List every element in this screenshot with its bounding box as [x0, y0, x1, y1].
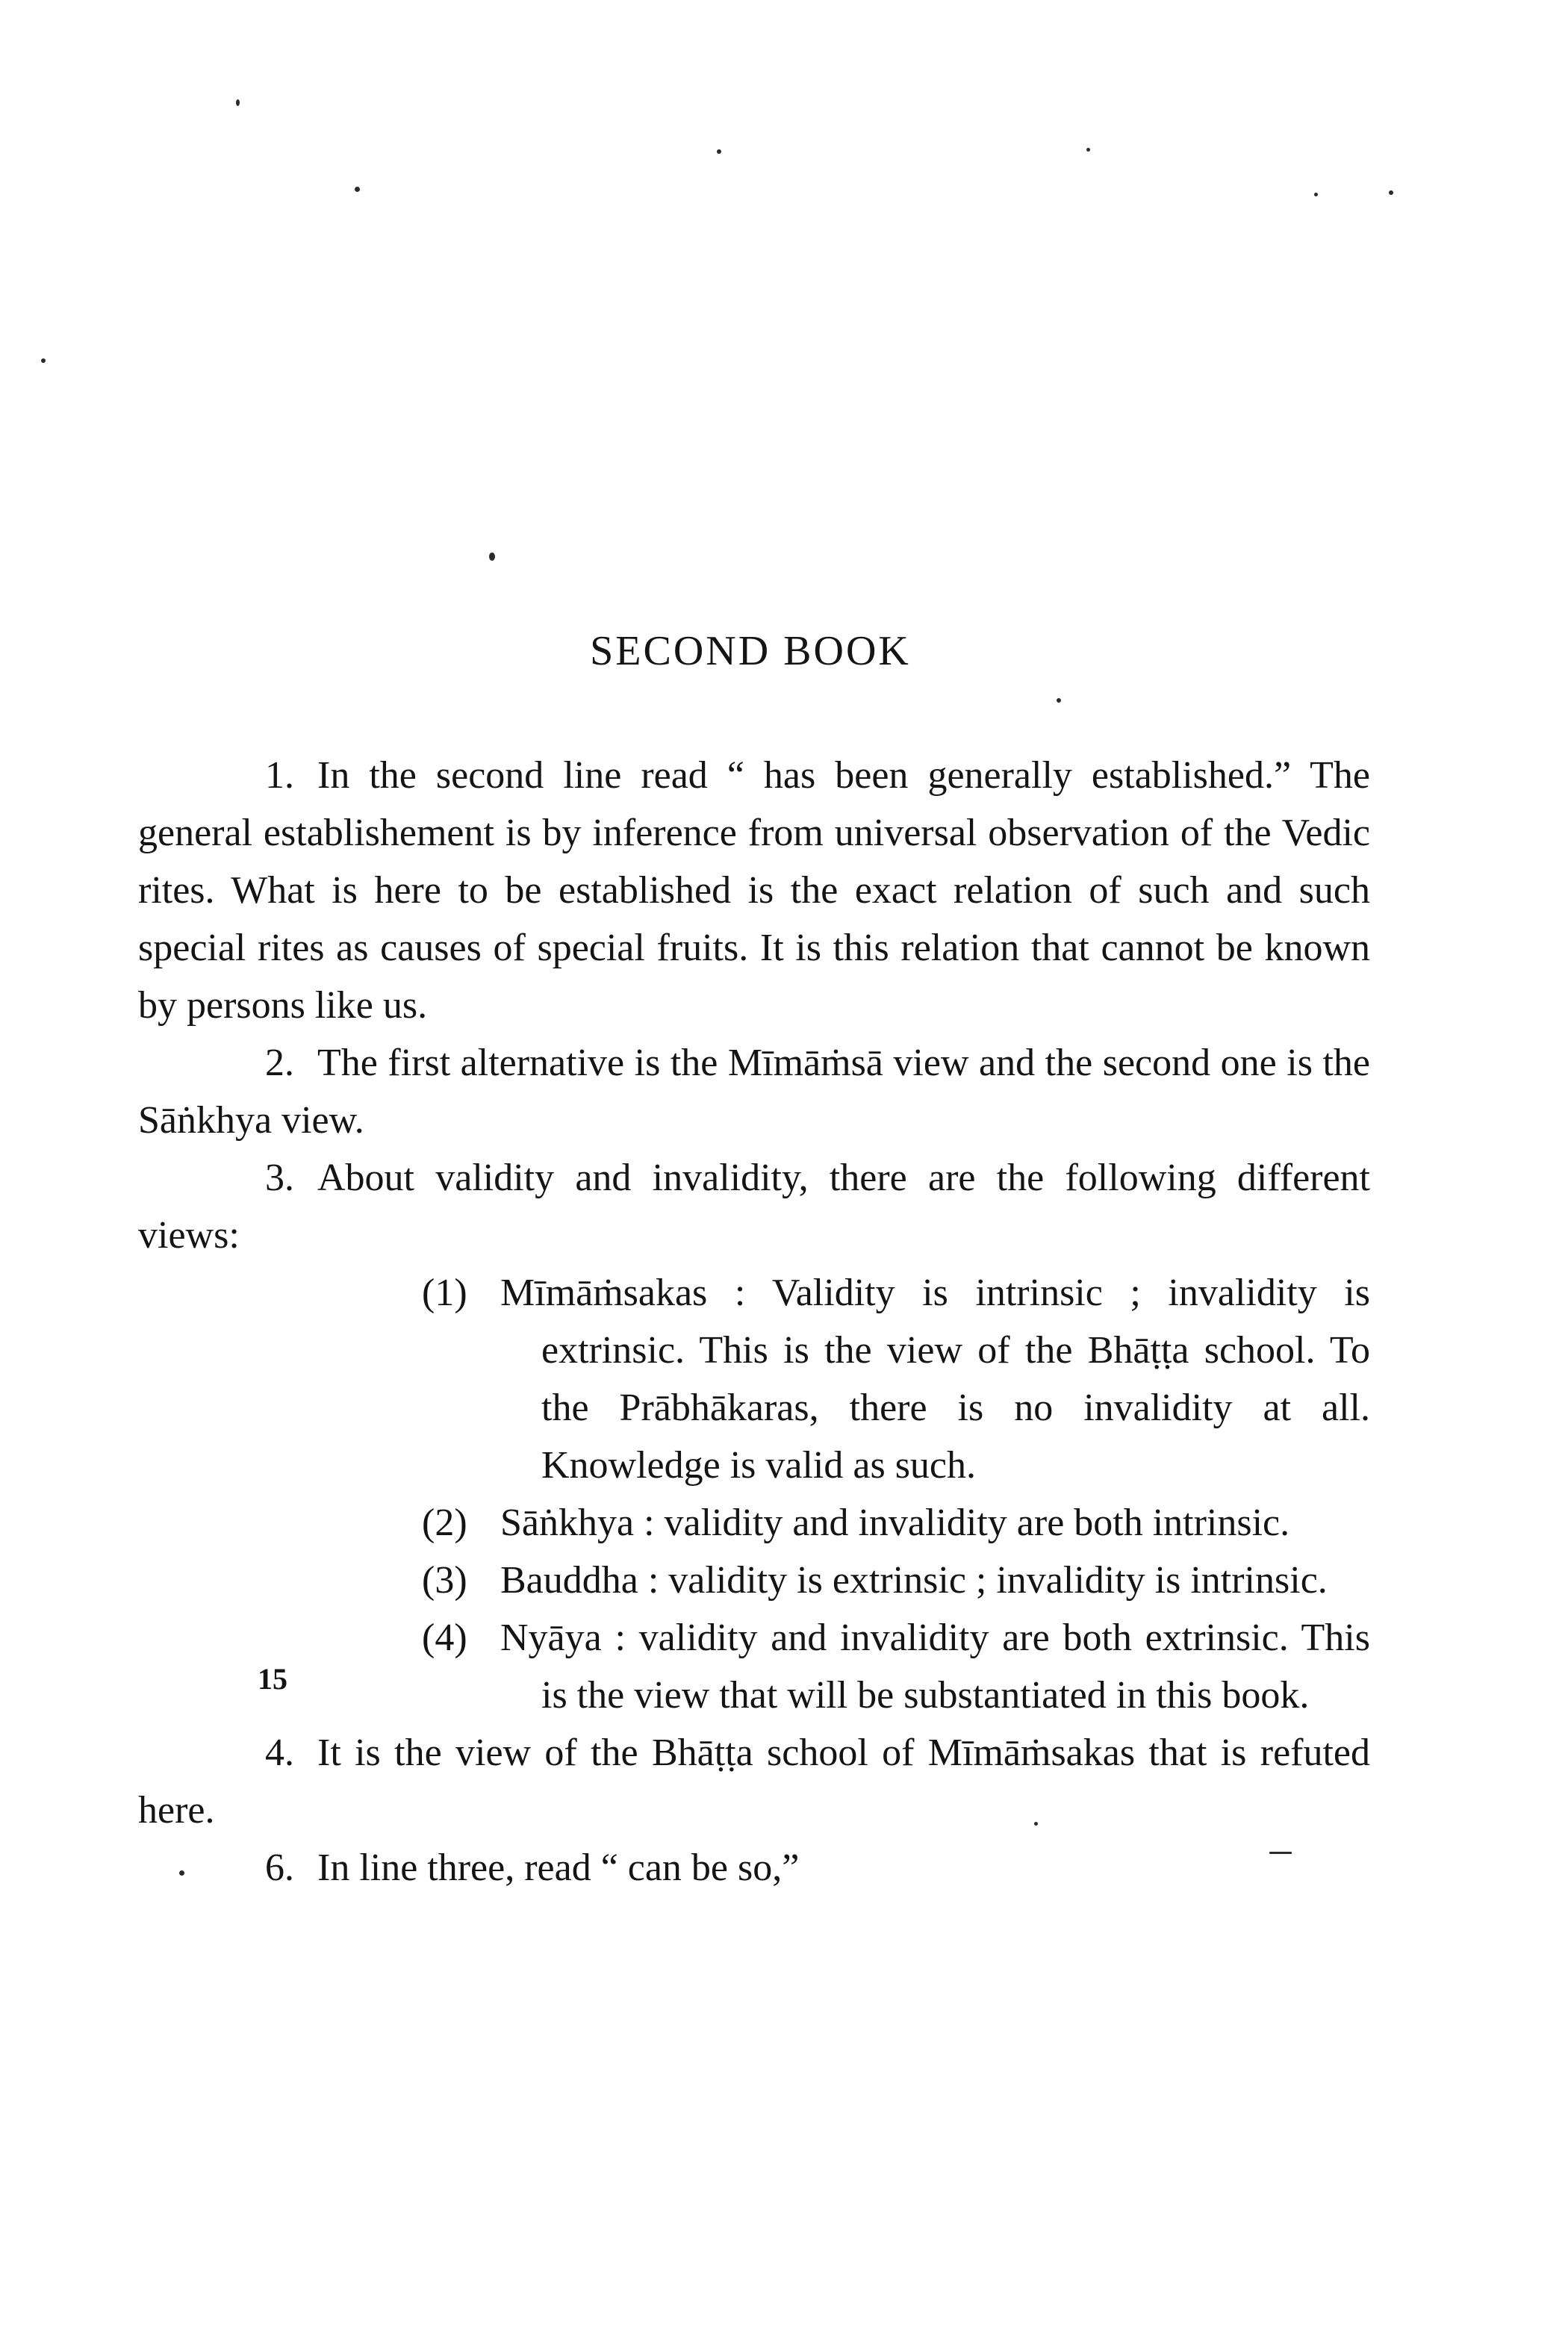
view-text: Nyāya : validity and invalidity are both extrinsic. This is the view that will be substantiated in this book.: [500, 1617, 1370, 1717]
note-text: In the second line read “ has been generally established.” The general establishement is by inference from universal observation of the Vedic rites. What is here to be established is the exact relation of such and such special rites as causes of special fruits. It is this relation that cannot be known by persons like us.: [138, 754, 1370, 1027]
scan-speck: [1389, 190, 1393, 195]
note-text: It is the view of the Bhāṭṭa school of Mīmāṁsakas that is refuted here.: [138, 1732, 1370, 1832]
scan-speck: [236, 99, 240, 106]
scan-speck: [717, 149, 721, 154]
note-number: 1.: [265, 754, 294, 797]
note-paragraph-1: [138, 747, 1370, 1034]
scan-speck: [1057, 698, 1061, 703]
view-text: Sāṅkhya : validity and invalidity are both intrinsic.: [500, 1502, 1290, 1544]
view-number: (4): [422, 1617, 467, 1659]
signature-mark: 15: [258, 1662, 287, 1696]
view-item-1: [422, 1264, 1370, 1494]
note-number: 3.: [265, 1157, 294, 1199]
view-text: Bauddha : validity is extrinsic ; invalidity is intrinsic.: [500, 1559, 1328, 1602]
note-text: The first alternative is the Mīmāṁsā view and the second one is the Sāṅkhya view.: [138, 1042, 1370, 1142]
note-paragraph-4: [138, 1724, 1370, 1839]
note-text: About validity and invalidity, there are the following different views:: [138, 1157, 1370, 1257]
section-heading: SECOND BOOK: [590, 628, 911, 674]
view-number: (1): [422, 1272, 467, 1314]
note-number: 4.: [265, 1732, 294, 1774]
note-number: 2.: [265, 1042, 294, 1084]
scan-speck: [355, 187, 360, 192]
view-number: (2): [422, 1502, 467, 1544]
scan-speck: [1314, 193, 1318, 196]
note-paragraph-6: [138, 1839, 1370, 1897]
note-paragraph-3: [138, 1149, 1370, 1264]
view-item-2: [422, 1494, 1370, 1552]
body-text: [138, 747, 1370, 1897]
note-number: 6.: [265, 1847, 294, 1889]
scan-speck: [489, 553, 495, 561]
note-paragraph-2: [138, 1034, 1370, 1149]
view-item-4: [422, 1609, 1370, 1724]
scan-speck: [41, 358, 46, 363]
view-item-3: [422, 1552, 1370, 1609]
scan-speck: [1086, 148, 1090, 152]
view-text: Mīmāṁsakas : Validity is intrinsic ; invalidity is extrinsic. This is the view of the Bhāṭṭa school. To the Prābhākaras, there is no invalidity at all. Knowledge is valid as such.: [500, 1272, 1370, 1487]
view-number: (3): [422, 1559, 467, 1602]
note-text: In line three, read “ can be so,”: [317, 1847, 800, 1889]
